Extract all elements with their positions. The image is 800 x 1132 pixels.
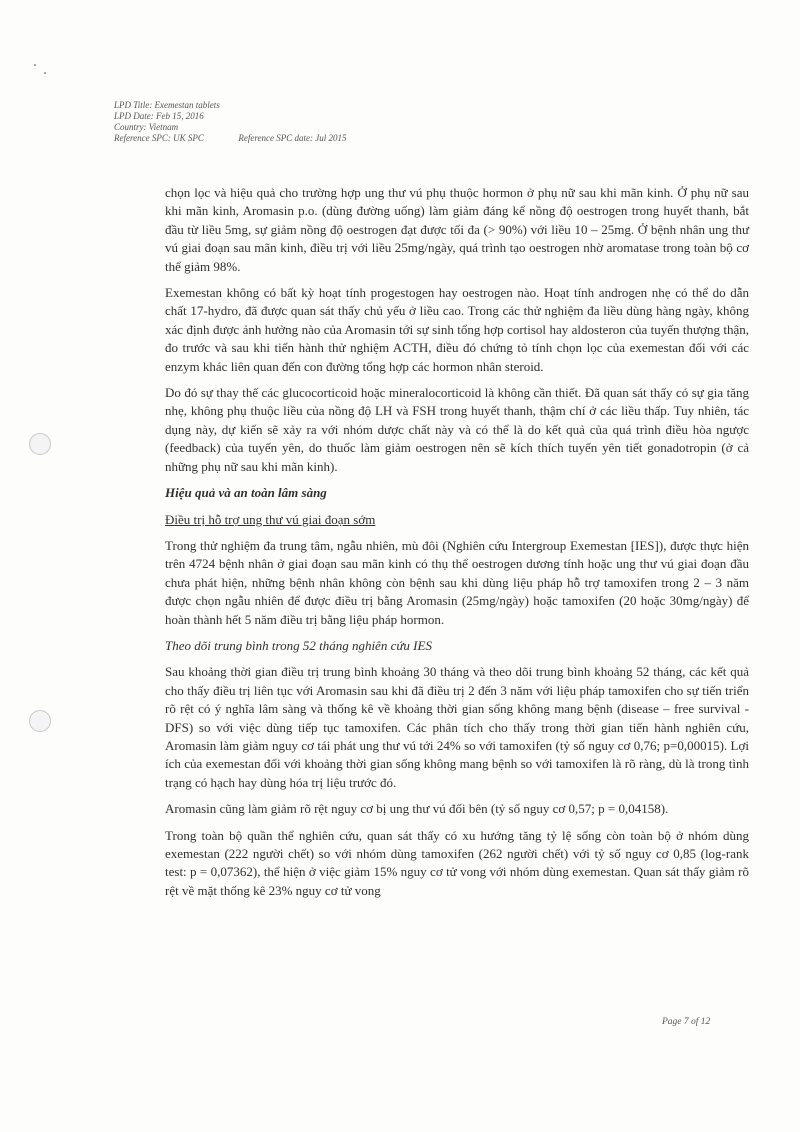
paragraph: Trong thử nghiệm đa trung tâm, ngẫu nhiên, mù đôi (Nghiên cứu Intergroup Exemestan [IES]), được thực hiện trên 4724 bệnh nhân ở giai đoạn sau mãn kinh có thụ thể oestrogen dương tính hoặc ung thư vú giai đoạn đầu chưa phát hiện, những bệnh nhân không còn bệnh sau khi dùng liệu pháp hỗ trợ tamoxifen trong 2 – 3 năm được chọn ngẫu nhiên để được điều trị bằng Aromasin (25mg/ngày) hoặc tamoxifen (20 hoặc 30mg/ngày) để hoàn thành hết 5 năm điều trị bằng liệu pháp hormon. <box>165 537 749 627</box>
punch-hole-bottom <box>29 710 51 732</box>
paragraph: Trong toàn bộ quần thể nghiên cứu, quan sát thấy có xu hướng tăng tỷ lệ sống còn toàn bộ ở nhóm dùng exemestan (222 người chết) so với nhóm dùng tamoxifen (262 người chết) với tỷ số nguy cơ 0,85 (log-rank test: p = 0,07362), thể hiện ở việc giảm 15% nguy cơ tử vong với nhóm dùng exemestan. Quan sát thấy giảm rõ rệt về mặt thống kê 23% nguy cơ tử vong <box>165 827 749 898</box>
paragraph: Aromasin cũng làm giảm rõ rệt nguy cơ bị ung thư vú đối bên (tỷ số nguy cơ 0,57; p = 0,04158). <box>165 801 669 817</box>
header-date: LPD Date: Feb 15, 2016 <box>114 111 204 121</box>
paragraph: chọn lọc và hiệu quả cho trường hợp ung thư vú phụ thuộc hormon ở phụ nữ sau khi mãn kinh. Ở phụ nữ sau khi mãn kinh, Aromasin p.o. (dùng đường uống) làm giảm đáng kể nồng độ oestrogen trong huyết thanh, bắt đầu từ liều 5mg, sự giảm nồng độ oestrogen đạt được tối đa (> 90%) với liều 10 – 25mg. Ở bệnh nhân ung thư vú giai đoạn sau mãn kinh, điều trị với liều 25mg/ngày, quá trình tạo oestrogen nhờ aromatase trong toàn bộ cơ thể giảm 98%. <box>165 185 749 274</box>
paragraph: Sau khoảng thời gian điều trị trung bình khoảng 30 tháng và theo dõi trung bình khoảng 52 tháng, các kết quả cho thấy điều trị liên tục với Aromasin sau khi đã điều trị 2 đến 3 năm với liệu pháp tamoxifen cho sự tiến triển rõ rệt có ý nghĩa lâm sàng và thống kê về khoảng thời gian sống không mang bệnh (disease – free survival - DFS) so với việc dùng tiếp tục tamoxifen. Các phân tích cho thấy trong thời gian tiến hành nghiên cứu, Aromasin làm giảm nguy cơ tái phát ung thư vú tới 24% so với tamoxifen (tỷ số nguy cơ 0,76; p=0,00015). Lợi ích của exemestan đối với khoảng thời gian sống không mang bệnh so với tamoxifen là rõ ràng, dù là trong tình trạng có hạch hay dùng hóa trị liệu trước đó. <box>165 664 749 790</box>
subsection-heading: Theo dõi trung bình trong 52 tháng nghiên cứu IES <box>165 637 432 653</box>
header-country: Country: Vietnam <box>114 122 179 132</box>
header-title: LPD Title: Exemestan tablets <box>114 100 220 110</box>
scan-speck <box>44 72 46 74</box>
document-header <box>114 100 347 144</box>
punch-hole-top <box>29 433 51 455</box>
page-number: Page 7 of 12 <box>662 1017 711 1027</box>
header-reference-row <box>114 133 347 144</box>
paragraph: Exemestan không có bất kỳ hoạt tính progestogen hay oestrogen nào. Hoạt tính androgen nhẹ có thể do dẫn chất 17-hydro, đã được quan sát thấy chủ yếu ở liều cao. Trong các thử nghiệm đa liều dùng hàng ngày, không xác định được ảnh hưởng nào của Aromasin tới sự sinh tổng hợp cortisol hay aldosteron của tuyến thượng thận, đo trước và sau khi tiến hành thử nghiệm ACTH, điều đó chứng tỏ tính chọn lọc của exemestan đối với các enzym khác liên quan đến con đường tổng hợp các hormon nhân steroid. <box>165 285 749 374</box>
subsection-heading: Điều trị hỗ trợ ung thư vú giai đoạn sớm <box>165 511 376 527</box>
header-reference-spc-date: Reference SPC date: Jul 2015 <box>238 133 347 143</box>
header-reference-spc: Reference SPC: UK SPC <box>114 133 204 143</box>
scan-speck <box>34 64 36 66</box>
paragraph: Do đó sự thay thế các glucocorticoid hoặc mineralocorticoid là không cần thiết. Đã quan sát thấy có sự gia tăng nhẹ, không phụ thuộc liều của nồng độ LH và FSH trong huyết thanh, thậm chí ở các liều thấp. Tuy nhiên, tác dụng này, dự kiến sẽ xảy ra với nhóm dược chất này và có thể là do kết quả của quá trình điều hòa ngược (feedback) của tuyến yên, do thuốc làm giảm oestrogen nên sẽ kích thích tuyến yên tiết gonadotropin (ở cả những phụ nữ sau khi mãn kinh). <box>165 385 749 474</box>
section-heading: Hiệu quả và an toàn lâm sàng <box>165 485 327 501</box>
document-body <box>165 184 749 908</box>
